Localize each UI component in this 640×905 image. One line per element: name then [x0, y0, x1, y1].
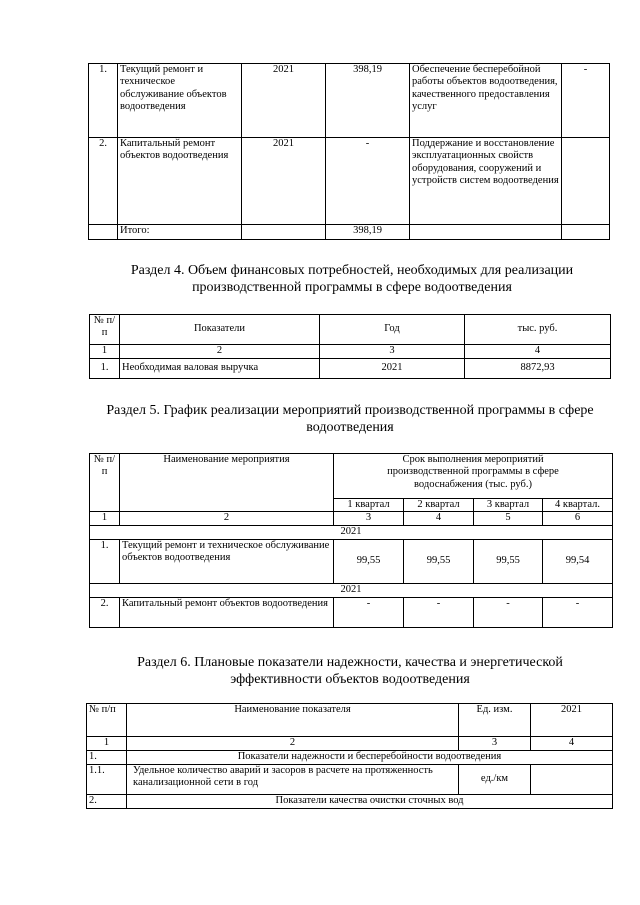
header-num: № п/п — [87, 704, 127, 737]
indicator-value: 8872,93 — [465, 359, 611, 379]
colnum-row — [87, 737, 613, 751]
indicator-unit: ед./км — [459, 765, 531, 795]
header-term: Срок выполнения мероприятий производственной программы в сфере водоснабжения (тыс. руб.) — [334, 454, 613, 499]
total-row — [89, 225, 610, 240]
header-indicators: Показатели — [120, 315, 320, 345]
activity-year: 2021 — [242, 138, 326, 225]
activity-extra — [562, 138, 610, 225]
year-label: 2021 — [90, 583, 613, 597]
finance-table — [89, 314, 611, 379]
indicator-year: 2021 — [320, 359, 465, 379]
header-year: 2021 — [531, 704, 613, 737]
activity-result: Обеспечение бесперебойной работы объектов водоотведения, качественного предоставления услуг — [410, 64, 562, 138]
quarter-1: 1 квартал — [334, 499, 404, 512]
row-number: 1.1. — [87, 765, 127, 795]
colnum: 3 — [459, 737, 531, 751]
row-number: 1. — [90, 359, 120, 379]
table-row — [87, 765, 613, 795]
year-label: 2021 — [90, 525, 613, 539]
group-row — [87, 751, 613, 765]
activity-extra: - — [562, 64, 610, 138]
group-label: Показатели качества очистки сточных вод — [127, 795, 613, 809]
q4-value: 99,54 — [543, 539, 613, 583]
section4-title: Раздел 4. Объем финансовых потребностей, необходимых для реализации производственной программы в сфере водоотведения — [130, 263, 574, 295]
q1-value: - — [334, 597, 404, 627]
row-number: 1. — [90, 539, 120, 583]
colnum: 5 — [474, 512, 543, 525]
activity-name: Текущий ремонт и техническое обслуживание объектов водоотведения — [118, 64, 242, 138]
activity-amount: - — [326, 138, 410, 225]
year-row — [90, 525, 613, 539]
colnum: 3 — [334, 512, 404, 525]
header-num: № п/п — [90, 454, 120, 512]
table-header-row — [87, 704, 613, 737]
quarter-2: 2 квартал — [404, 499, 474, 512]
group-row — [87, 795, 613, 809]
schedule-table — [89, 453, 613, 628]
header-num: № п/п — [90, 315, 120, 345]
colnum: 6 — [543, 512, 613, 525]
colnum: 3 — [320, 345, 465, 359]
table-row — [89, 64, 610, 138]
q2-value: 99,55 — [404, 539, 474, 583]
colnum-row — [90, 345, 611, 359]
colnum: 2 — [120, 512, 334, 525]
row-number: 2. — [89, 138, 118, 225]
section6-title: Раздел 6. Плановые показатели надежности, качества и энергетической эффективности объектов водоотведения — [137, 655, 563, 687]
table-row — [90, 539, 613, 583]
colnum: 4 — [404, 512, 474, 525]
header-year: Год — [320, 315, 465, 345]
q3-value: 99,55 — [474, 539, 543, 583]
table-row — [90, 597, 613, 627]
quarter-3: 3 квартал — [474, 499, 543, 512]
group-label: Показатели надежности и бесперебойности водоотведения — [127, 751, 613, 765]
colnum: 4 — [465, 345, 611, 359]
table-row — [89, 138, 610, 225]
row-number: 1. — [89, 64, 118, 138]
activity-name: Капитальный ремонт объектов водоотведения — [120, 597, 334, 627]
activity-amount: 398,19 — [326, 64, 410, 138]
activity-year: 2021 — [242, 64, 326, 138]
indicators-table — [86, 703, 613, 809]
header-name: Наименование показателя — [127, 704, 459, 737]
total-label: Итого: — [118, 225, 242, 240]
colnum: 4 — [531, 737, 613, 751]
table-header-row — [90, 315, 611, 345]
group-number: 2. — [87, 795, 127, 809]
table-header-row — [90, 454, 613, 499]
header-unit: Ед. изм. — [459, 704, 531, 737]
total-amount: 398,19 — [326, 225, 410, 240]
q3-value: - — [474, 597, 543, 627]
colnum: 2 — [120, 345, 320, 359]
q2-value: - — [404, 597, 474, 627]
indicator-value — [531, 765, 613, 795]
q1-value: 99,55 — [334, 539, 404, 583]
colnum: 2 — [127, 737, 459, 751]
table-row — [90, 359, 611, 379]
colnum: 1 — [90, 345, 120, 359]
header-name: Наименование мероприятия — [120, 454, 334, 512]
colnum-row — [90, 512, 613, 525]
activity-result: Поддержание и восстановление эксплуатационных свойств оборудования, сооружений и устройств систем водоотведения — [410, 138, 562, 225]
indicator-name: Удельное количество аварий и засоров в расчете на протяженность канализационной сети в год — [127, 765, 459, 795]
q4-value: - — [543, 597, 613, 627]
year-row — [90, 583, 613, 597]
activities-table — [88, 63, 610, 240]
activity-name: Текущий ремонт и техническое обслуживание объектов водоотведения — [120, 539, 334, 583]
colnum: 1 — [90, 512, 120, 525]
header-rub: тыс. руб. — [465, 315, 611, 345]
section5-title: Раздел 5. График реализации мероприятий производственной программы в сфере водоотведения — [106, 403, 594, 435]
activity-name: Капитальный ремонт объектов водоотведения — [118, 138, 242, 225]
quarter-4: 4 квартал. — [543, 499, 613, 512]
colnum: 1 — [87, 737, 127, 751]
group-number: 1. — [87, 751, 127, 765]
row-number: 2. — [90, 597, 120, 627]
indicator-name: Необходимая валовая выручка — [120, 359, 320, 379]
